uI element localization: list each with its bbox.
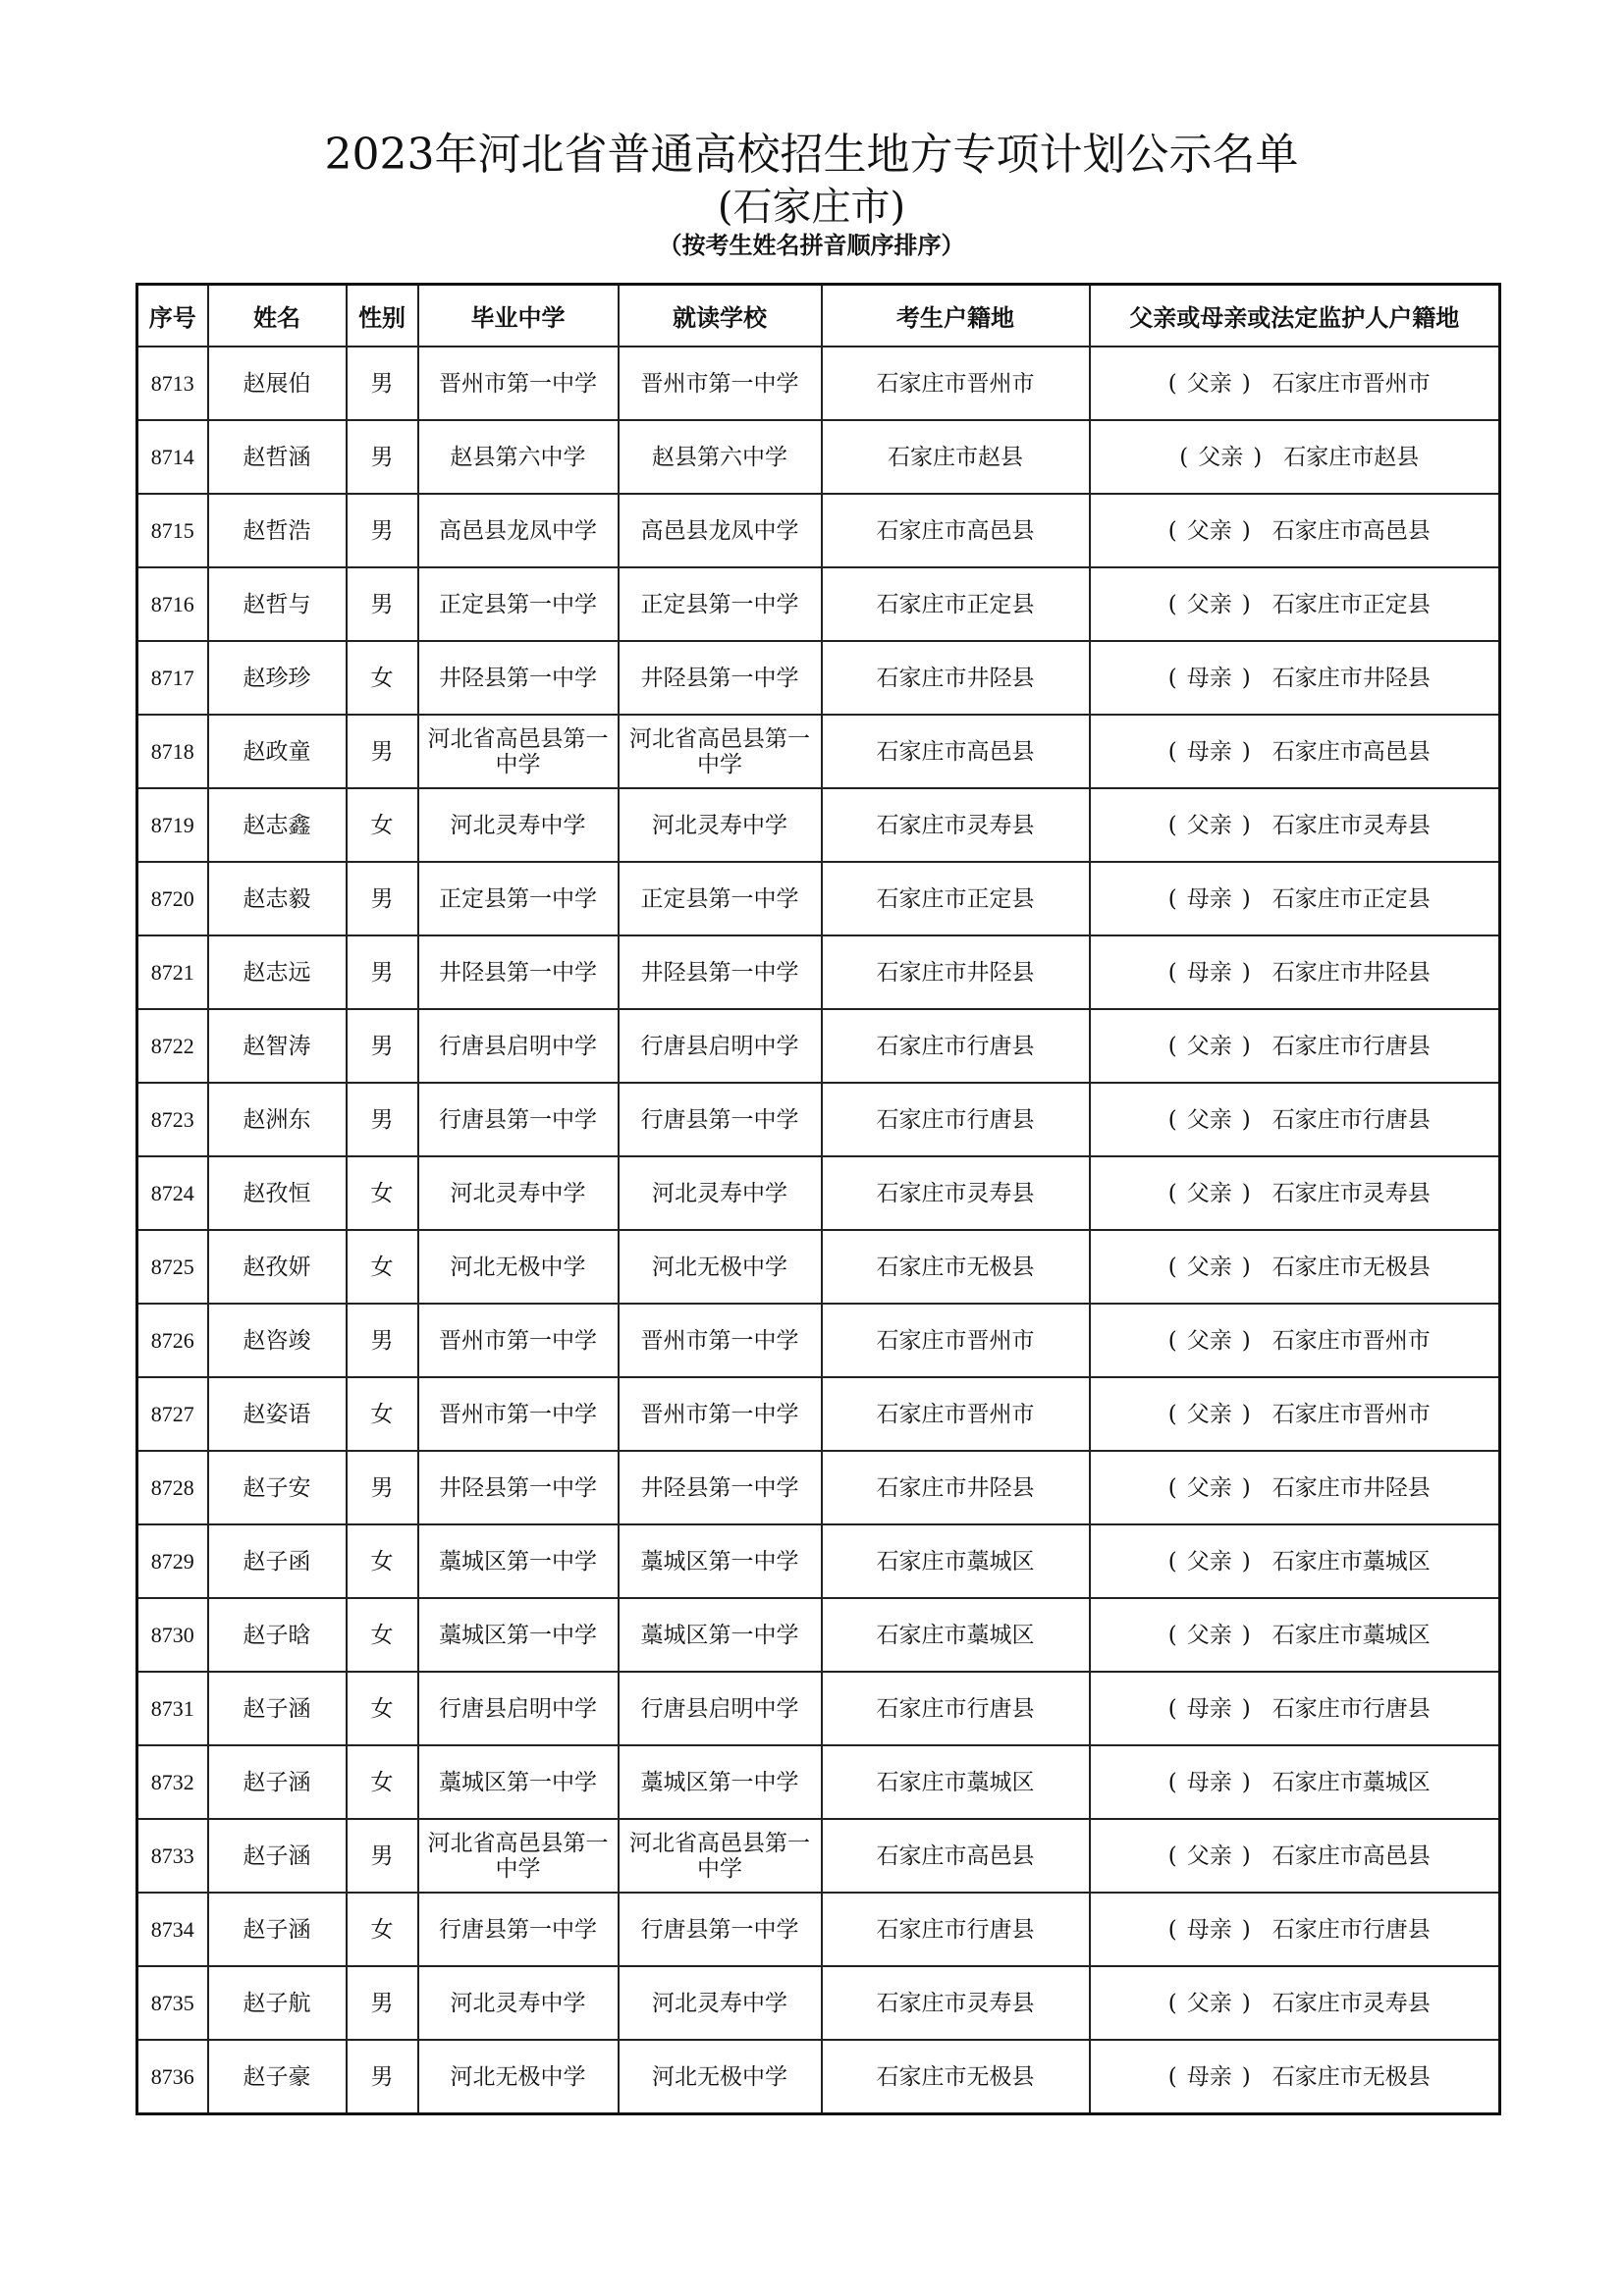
guardian-domicile: 石家庄市行唐县	[1271, 1695, 1431, 1722]
guardian-domicile-cell	[1090, 788, 1500, 862]
serial-number-cell: 8736	[137, 2040, 208, 2114]
table-row	[137, 935, 1500, 1009]
graduation-school-cell: 高邑县龙凤中学	[418, 494, 619, 567]
guardian-relation-label: 母亲	[1186, 1695, 1232, 1722]
guardian-domicile-cell	[1090, 2040, 1500, 2114]
student-name-cell: 赵孜恒	[208, 1156, 347, 1230]
current-school-cell: 河北灵寿中学	[619, 1156, 822, 1230]
student-domicile-cell: 石家庄市赵县	[822, 420, 1090, 494]
sex-cell: 男	[347, 567, 418, 641]
serial-number-cell: 8724	[137, 1156, 208, 1230]
table-row	[137, 1672, 1500, 1745]
guardian-relation: ( 母亲 )	[1167, 2063, 1251, 2090]
serial-number-cell: 8718	[137, 715, 208, 788]
graduation-school-cell: 行唐县启明中学	[418, 1672, 619, 1745]
guardian-domicile: 石家庄市正定县	[1271, 885, 1431, 912]
guardian-relation-label: 父亲	[1186, 1327, 1232, 1354]
graduation-school-cell: 晋州市第一中学	[418, 1377, 619, 1451]
guardian-relation-label: 父亲	[1186, 370, 1232, 397]
current-school-cell: 行唐县第一中学	[619, 1083, 822, 1156]
guardian-relation-label: 父亲	[1186, 517, 1232, 544]
header-guardian-domicile: 父亲或母亲或法定监护人户籍地	[1090, 285, 1500, 347]
serial-number-cell: 8734	[137, 1893, 208, 1966]
guardian-relation: ( 母亲 )	[1167, 665, 1251, 691]
sex-cell: 男	[347, 1966, 418, 2040]
guardian-domicile-cell	[1090, 1156, 1500, 1230]
guardian-relation-label: 父亲	[1186, 1033, 1232, 1059]
student-name-cell: 赵子安	[208, 1451, 347, 1524]
graduation-school-cell: 藁城区第一中学	[418, 1745, 619, 1819]
guardian-relation: ( 父亲 )	[1167, 1327, 1251, 1354]
guardian-relation-label: 父亲	[1186, 812, 1232, 838]
sex-cell: 女	[347, 1598, 418, 1672]
serial-number-cell: 8721	[137, 935, 208, 1009]
sex-cell: 女	[347, 641, 418, 715]
table-row	[137, 1377, 1500, 1451]
guardian-relation: ( 父亲 )	[1167, 370, 1251, 397]
header-student-domicile: 考生户籍地	[822, 285, 1090, 347]
guardian-relation-label: 母亲	[1186, 665, 1232, 691]
guardian-relation-label: 母亲	[1186, 959, 1232, 986]
sort-note: （按考生姓名拼音顺序排序）	[658, 232, 965, 259]
guardian-relation-label: 父亲	[1198, 444, 1244, 470]
student-domicile-cell: 石家庄市行唐县	[822, 1893, 1090, 1966]
graduation-school-cell: 河北灵寿中学	[418, 788, 619, 862]
table-header-row	[137, 285, 1500, 347]
guardian-domicile-cell	[1090, 1230, 1500, 1304]
serial-number-cell: 8717	[137, 641, 208, 715]
current-school-cell: 井陉县第一中学	[619, 935, 822, 1009]
current-school-cell: 井陉县第一中学	[619, 1451, 822, 1524]
guardian-domicile: 石家庄市藁城区	[1271, 1622, 1431, 1648]
student-domicile-cell: 石家庄市藁城区	[822, 1524, 1090, 1598]
guardian-domicile-cell	[1090, 935, 1500, 1009]
student-domicile-cell: 石家庄市行唐县	[822, 1083, 1090, 1156]
current-school-cell: 正定县第一中学	[619, 567, 822, 641]
current-school-cell: 行唐县启明中学	[619, 1672, 822, 1745]
current-school-cell: 河北无极中学	[619, 1230, 822, 1304]
guardian-domicile-cell	[1090, 1451, 1500, 1524]
sex-cell: 女	[347, 1156, 418, 1230]
current-school-cell: 行唐县启明中学	[619, 1009, 822, 1083]
student-domicile-cell: 石家庄市无极县	[822, 1230, 1090, 1304]
table-row	[137, 1524, 1500, 1598]
guardian-domicile-cell	[1090, 1672, 1500, 1745]
guardian-relation: ( 父亲 )	[1167, 1990, 1251, 2016]
student-name-cell: 赵子涵	[208, 1819, 347, 1893]
serial-number-cell: 8720	[137, 862, 208, 935]
student-name-cell: 赵子晗	[208, 1598, 347, 1672]
current-school-cell: 藁城区第一中学	[619, 1745, 822, 1819]
graduation-school-cell: 井陉县第一中学	[418, 1451, 619, 1524]
current-school-cell: 河北省高邑县第一中学	[619, 715, 822, 788]
sex-cell: 男	[347, 494, 418, 567]
sex-cell: 男	[347, 420, 418, 494]
student-domicile-cell: 石家庄市无极县	[822, 2040, 1090, 2114]
student-domicile-cell: 石家庄市藁城区	[822, 1745, 1090, 1819]
current-school-cell: 正定县第一中学	[619, 862, 822, 935]
guardian-domicile: 石家庄市井陉县	[1271, 959, 1431, 986]
guardian-domicile-cell	[1090, 1304, 1500, 1377]
table-body	[137, 347, 1500, 2114]
graduation-school-cell: 河北灵寿中学	[418, 1966, 619, 2040]
page-title: 2023年河北省普通高校招生地方专项计划公示名单	[324, 130, 1299, 180]
sex-cell: 男	[347, 862, 418, 935]
sex-cell: 男	[347, 1083, 418, 1156]
table-row	[137, 788, 1500, 862]
table-row	[137, 862, 1500, 935]
roster-table	[135, 283, 1501, 2115]
guardian-domicile: 石家庄市井陉县	[1271, 1474, 1431, 1501]
table-row	[137, 715, 1500, 788]
sex-cell: 女	[347, 1672, 418, 1745]
header-sex: 性别	[347, 285, 418, 347]
guardian-domicile-cell	[1090, 641, 1500, 715]
student-name-cell: 赵政童	[208, 715, 347, 788]
student-domicile-cell: 石家庄市高邑县	[822, 715, 1090, 788]
guardian-relation: ( 母亲 )	[1167, 1916, 1251, 1943]
graduation-school-cell: 河北省高邑县第一中学	[418, 715, 619, 788]
student-domicile-cell: 石家庄市晋州市	[822, 347, 1090, 420]
guardian-relation-label: 母亲	[1186, 1769, 1232, 1795]
sex-cell: 女	[347, 1745, 418, 1819]
guardian-relation-label: 母亲	[1186, 738, 1232, 765]
student-name-cell: 赵志毅	[208, 862, 347, 935]
student-name-cell: 赵珍珍	[208, 641, 347, 715]
serial-number-cell: 8732	[137, 1745, 208, 1819]
student-domicile-cell: 石家庄市井陉县	[822, 641, 1090, 715]
guardian-relation: ( 父亲 )	[1179, 444, 1263, 470]
guardian-domicile: 石家庄市晋州市	[1271, 1401, 1431, 1427]
serial-number-cell: 8730	[137, 1598, 208, 1672]
student-name-cell: 赵子函	[208, 1524, 347, 1598]
table-row	[137, 494, 1500, 567]
guardian-relation-label: 父亲	[1186, 1180, 1232, 1206]
current-school-cell: 行唐县第一中学	[619, 1893, 822, 1966]
table-row	[137, 1230, 1500, 1304]
guardian-relation: ( 父亲 )	[1167, 517, 1251, 544]
student-domicile-cell: 石家庄市正定县	[822, 862, 1090, 935]
student-domicile-cell: 石家庄市井陉县	[822, 1451, 1090, 1524]
student-domicile-cell: 石家庄市行唐县	[822, 1672, 1090, 1745]
student-name-cell: 赵子涵	[208, 1893, 347, 1966]
guardian-domicile-cell	[1090, 1966, 1500, 2040]
table-row	[137, 1598, 1500, 1672]
serial-number-cell: 8715	[137, 494, 208, 567]
guardian-relation: ( 父亲 )	[1167, 1548, 1251, 1575]
current-school-cell: 晋州市第一中学	[619, 347, 822, 420]
table-row	[137, 567, 1500, 641]
student-name-cell: 赵志鑫	[208, 788, 347, 862]
guardian-domicile: 石家庄市井陉县	[1271, 665, 1431, 691]
current-school-cell: 井陉县第一中学	[619, 641, 822, 715]
student-domicile-cell: 石家庄市灵寿县	[822, 788, 1090, 862]
table-row	[137, 347, 1500, 420]
guardian-relation-label: 父亲	[1186, 1548, 1232, 1575]
guardian-domicile: 石家庄市灵寿县	[1271, 1180, 1431, 1206]
graduation-school-cell: 井陉县第一中学	[418, 641, 619, 715]
sex-cell: 男	[347, 1451, 418, 1524]
student-name-cell: 赵哲浩	[208, 494, 347, 567]
student-name-cell: 赵咨竣	[208, 1304, 347, 1377]
guardian-domicile-cell	[1090, 420, 1500, 494]
student-name-cell: 赵展伯	[208, 347, 347, 420]
guardian-domicile: 石家庄市无极县	[1271, 2063, 1431, 2090]
serial-number-cell: 8719	[137, 788, 208, 862]
graduation-school-cell: 井陉县第一中学	[418, 935, 619, 1009]
table-row	[137, 2040, 1500, 2114]
guardian-relation-label: 母亲	[1186, 885, 1232, 912]
guardian-domicile-cell	[1090, 715, 1500, 788]
guardian-relation-label: 父亲	[1186, 1990, 1232, 2016]
guardian-domicile: 石家庄市正定县	[1271, 591, 1431, 617]
guardian-relation: ( 父亲 )	[1167, 1254, 1251, 1280]
student-domicile-cell: 石家庄市藁城区	[822, 1598, 1090, 1672]
graduation-school-cell: 赵县第六中学	[418, 420, 619, 494]
graduation-school-cell: 行唐县第一中学	[418, 1083, 619, 1156]
table-row	[137, 420, 1500, 494]
current-school-cell: 赵县第六中学	[619, 420, 822, 494]
current-school-cell: 藁城区第一中学	[619, 1524, 822, 1598]
current-school-cell: 河北省高邑县第一中学	[619, 1819, 822, 1893]
student-domicile-cell: 石家庄市行唐县	[822, 1009, 1090, 1083]
header-current-school: 就读学校	[619, 285, 822, 347]
guardian-domicile: 石家庄市高邑县	[1271, 1842, 1431, 1869]
sex-cell: 男	[347, 935, 418, 1009]
current-school-cell: 河北灵寿中学	[619, 1966, 822, 2040]
guardian-domicile: 石家庄市藁城区	[1271, 1769, 1431, 1795]
graduation-school-cell: 正定县第一中学	[418, 862, 619, 935]
student-name-cell: 赵志远	[208, 935, 347, 1009]
table-row	[137, 1009, 1500, 1083]
sex-cell: 女	[347, 1230, 418, 1304]
guardian-domicile-cell	[1090, 1083, 1500, 1156]
guardian-domicile: 石家庄市无极县	[1271, 1254, 1431, 1280]
guardian-relation-label: 母亲	[1186, 2063, 1232, 2090]
guardian-domicile: 石家庄市赵县	[1283, 444, 1420, 470]
serial-number-cell: 8735	[137, 1966, 208, 2040]
guardian-domicile: 石家庄市晋州市	[1271, 1327, 1431, 1354]
guardian-domicile-cell	[1090, 1819, 1500, 1893]
guardian-domicile: 石家庄市藁城区	[1271, 1548, 1431, 1575]
graduation-school-cell: 藁城区第一中学	[418, 1598, 619, 1672]
table-row	[137, 1451, 1500, 1524]
guardian-relation-label: 父亲	[1186, 1474, 1232, 1501]
current-school-cell: 晋州市第一中学	[619, 1377, 822, 1451]
guardian-domicile-cell	[1090, 347, 1500, 420]
guardian-relation-label: 父亲	[1186, 1254, 1232, 1280]
student-name-cell: 赵子涵	[208, 1672, 347, 1745]
table-row	[137, 1083, 1500, 1156]
table-row	[137, 1304, 1500, 1377]
guardian-domicile: 石家庄市行唐县	[1271, 1033, 1431, 1059]
current-school-cell: 河北无极中学	[619, 2040, 822, 2114]
student-domicile-cell: 石家庄市晋州市	[822, 1377, 1090, 1451]
sex-cell: 女	[347, 1524, 418, 1598]
table-row	[137, 1819, 1500, 1893]
student-name-cell: 赵孜妍	[208, 1230, 347, 1304]
guardian-domicile: 石家庄市高邑县	[1271, 517, 1431, 544]
guardian-domicile-cell	[1090, 862, 1500, 935]
table-row	[137, 1966, 1500, 2040]
student-domicile-cell: 石家庄市灵寿县	[822, 1966, 1090, 2040]
guardian-domicile-cell	[1090, 567, 1500, 641]
graduation-school-cell: 河北无极中学	[418, 1230, 619, 1304]
table-row	[137, 1745, 1500, 1819]
student-name-cell: 赵子航	[208, 1966, 347, 2040]
serial-number-cell: 8714	[137, 420, 208, 494]
student-domicile-cell: 石家庄市晋州市	[822, 1304, 1090, 1377]
guardian-relation: ( 父亲 )	[1167, 591, 1251, 617]
guardian-relation: ( 母亲 )	[1167, 959, 1251, 986]
guardian-relation: ( 父亲 )	[1167, 1401, 1251, 1427]
guardian-domicile-cell	[1090, 1598, 1500, 1672]
student-domicile-cell: 石家庄市井陉县	[822, 935, 1090, 1009]
graduation-school-cell: 晋州市第一中学	[418, 1304, 619, 1377]
current-school-cell: 河北灵寿中学	[619, 788, 822, 862]
header-serial-number: 序号	[137, 285, 208, 347]
header-graduation-school: 毕业中学	[418, 285, 619, 347]
graduation-school-cell: 行唐县启明中学	[418, 1009, 619, 1083]
guardian-relation-label: 父亲	[1186, 1401, 1232, 1427]
student-domicile-cell: 石家庄市正定县	[822, 567, 1090, 641]
student-name-cell: 赵子涵	[208, 1745, 347, 1819]
guardian-domicile-cell	[1090, 1524, 1500, 1598]
serial-number-cell: 8731	[137, 1672, 208, 1745]
student-domicile-cell: 石家庄市高邑县	[822, 1819, 1090, 1893]
guardian-relation: ( 父亲 )	[1167, 1842, 1251, 1869]
student-name-cell: 赵姿语	[208, 1377, 347, 1451]
student-name-cell: 赵哲与	[208, 567, 347, 641]
guardian-relation: ( 父亲 )	[1167, 1106, 1251, 1133]
guardian-domicile-cell	[1090, 494, 1500, 567]
table-row	[137, 1156, 1500, 1230]
sex-cell: 女	[347, 1377, 418, 1451]
guardian-domicile-cell	[1090, 1893, 1500, 1966]
sex-cell: 女	[347, 788, 418, 862]
table-row	[137, 641, 1500, 715]
guardian-relation: ( 父亲 )	[1167, 1474, 1251, 1501]
serial-number-cell: 8722	[137, 1009, 208, 1083]
current-school-cell: 藁城区第一中学	[619, 1598, 822, 1672]
serial-number-cell: 8729	[137, 1524, 208, 1598]
serial-number-cell: 8727	[137, 1377, 208, 1451]
guardian-domicile: 石家庄市灵寿县	[1271, 1990, 1431, 2016]
serial-number-cell: 8725	[137, 1230, 208, 1304]
current-school-cell: 高邑县龙凤中学	[619, 494, 822, 567]
sex-cell: 男	[347, 347, 418, 420]
serial-number-cell: 8733	[137, 1819, 208, 1893]
graduation-school-cell: 河北灵寿中学	[418, 1156, 619, 1230]
sex-cell: 男	[347, 2040, 418, 2114]
sex-cell: 男	[347, 1819, 418, 1893]
guardian-relation-label: 母亲	[1186, 1916, 1232, 1943]
guardian-relation: ( 父亲 )	[1167, 1033, 1251, 1059]
guardian-domicile: 石家庄市行唐县	[1271, 1106, 1431, 1133]
page-subtitle: (石家庄市)	[717, 185, 906, 230]
serial-number-cell: 8716	[137, 567, 208, 641]
header-name: 姓名	[208, 285, 347, 347]
sex-cell: 女	[347, 1893, 418, 1966]
guardian-domicile: 石家庄市灵寿县	[1271, 812, 1431, 838]
current-school-cell: 晋州市第一中学	[619, 1304, 822, 1377]
guardian-domicile-cell	[1090, 1377, 1500, 1451]
guardian-relation-label: 父亲	[1186, 591, 1232, 617]
guardian-domicile: 石家庄市行唐县	[1271, 1916, 1431, 1943]
guardian-relation: ( 母亲 )	[1167, 738, 1251, 765]
student-name-cell: 赵洲东	[208, 1083, 347, 1156]
guardian-relation-label: 父亲	[1186, 1842, 1232, 1869]
guardian-domicile: 石家庄市高邑县	[1271, 738, 1431, 765]
serial-number-cell: 8723	[137, 1083, 208, 1156]
graduation-school-cell: 行唐县第一中学	[418, 1893, 619, 1966]
guardian-relation-label: 父亲	[1186, 1106, 1232, 1133]
sex-cell: 男	[347, 1304, 418, 1377]
guardian-relation: ( 母亲 )	[1167, 1769, 1251, 1795]
graduation-school-cell: 河北省高邑县第一中学	[418, 1819, 619, 1893]
guardian-relation: ( 父亲 )	[1167, 1180, 1251, 1206]
sex-cell: 男	[347, 1009, 418, 1083]
guardian-domicile-cell	[1090, 1009, 1500, 1083]
serial-number-cell: 8728	[137, 1451, 208, 1524]
guardian-relation: ( 母亲 )	[1167, 1695, 1251, 1722]
graduation-school-cell: 河北无极中学	[418, 2040, 619, 2114]
guardian-relation: ( 母亲 )	[1167, 885, 1251, 912]
serial-number-cell: 8713	[137, 347, 208, 420]
guardian-relation-label: 父亲	[1186, 1622, 1232, 1648]
guardian-relation: ( 父亲 )	[1167, 812, 1251, 838]
graduation-school-cell: 藁城区第一中学	[418, 1524, 619, 1598]
sex-cell: 男	[347, 715, 418, 788]
graduation-school-cell: 晋州市第一中学	[418, 347, 619, 420]
guardian-domicile: 石家庄市晋州市	[1271, 370, 1431, 397]
student-domicile-cell: 石家庄市灵寿县	[822, 1156, 1090, 1230]
guardian-domicile-cell	[1090, 1745, 1500, 1819]
student-name-cell: 赵智涛	[208, 1009, 347, 1083]
graduation-school-cell: 正定县第一中学	[418, 567, 619, 641]
student-domicile-cell: 石家庄市高邑县	[822, 494, 1090, 567]
table-row	[137, 1893, 1500, 1966]
student-name-cell: 赵子豪	[208, 2040, 347, 2114]
serial-number-cell: 8726	[137, 1304, 208, 1377]
student-name-cell: 赵哲涵	[208, 420, 347, 494]
guardian-relation: ( 父亲 )	[1167, 1622, 1251, 1648]
